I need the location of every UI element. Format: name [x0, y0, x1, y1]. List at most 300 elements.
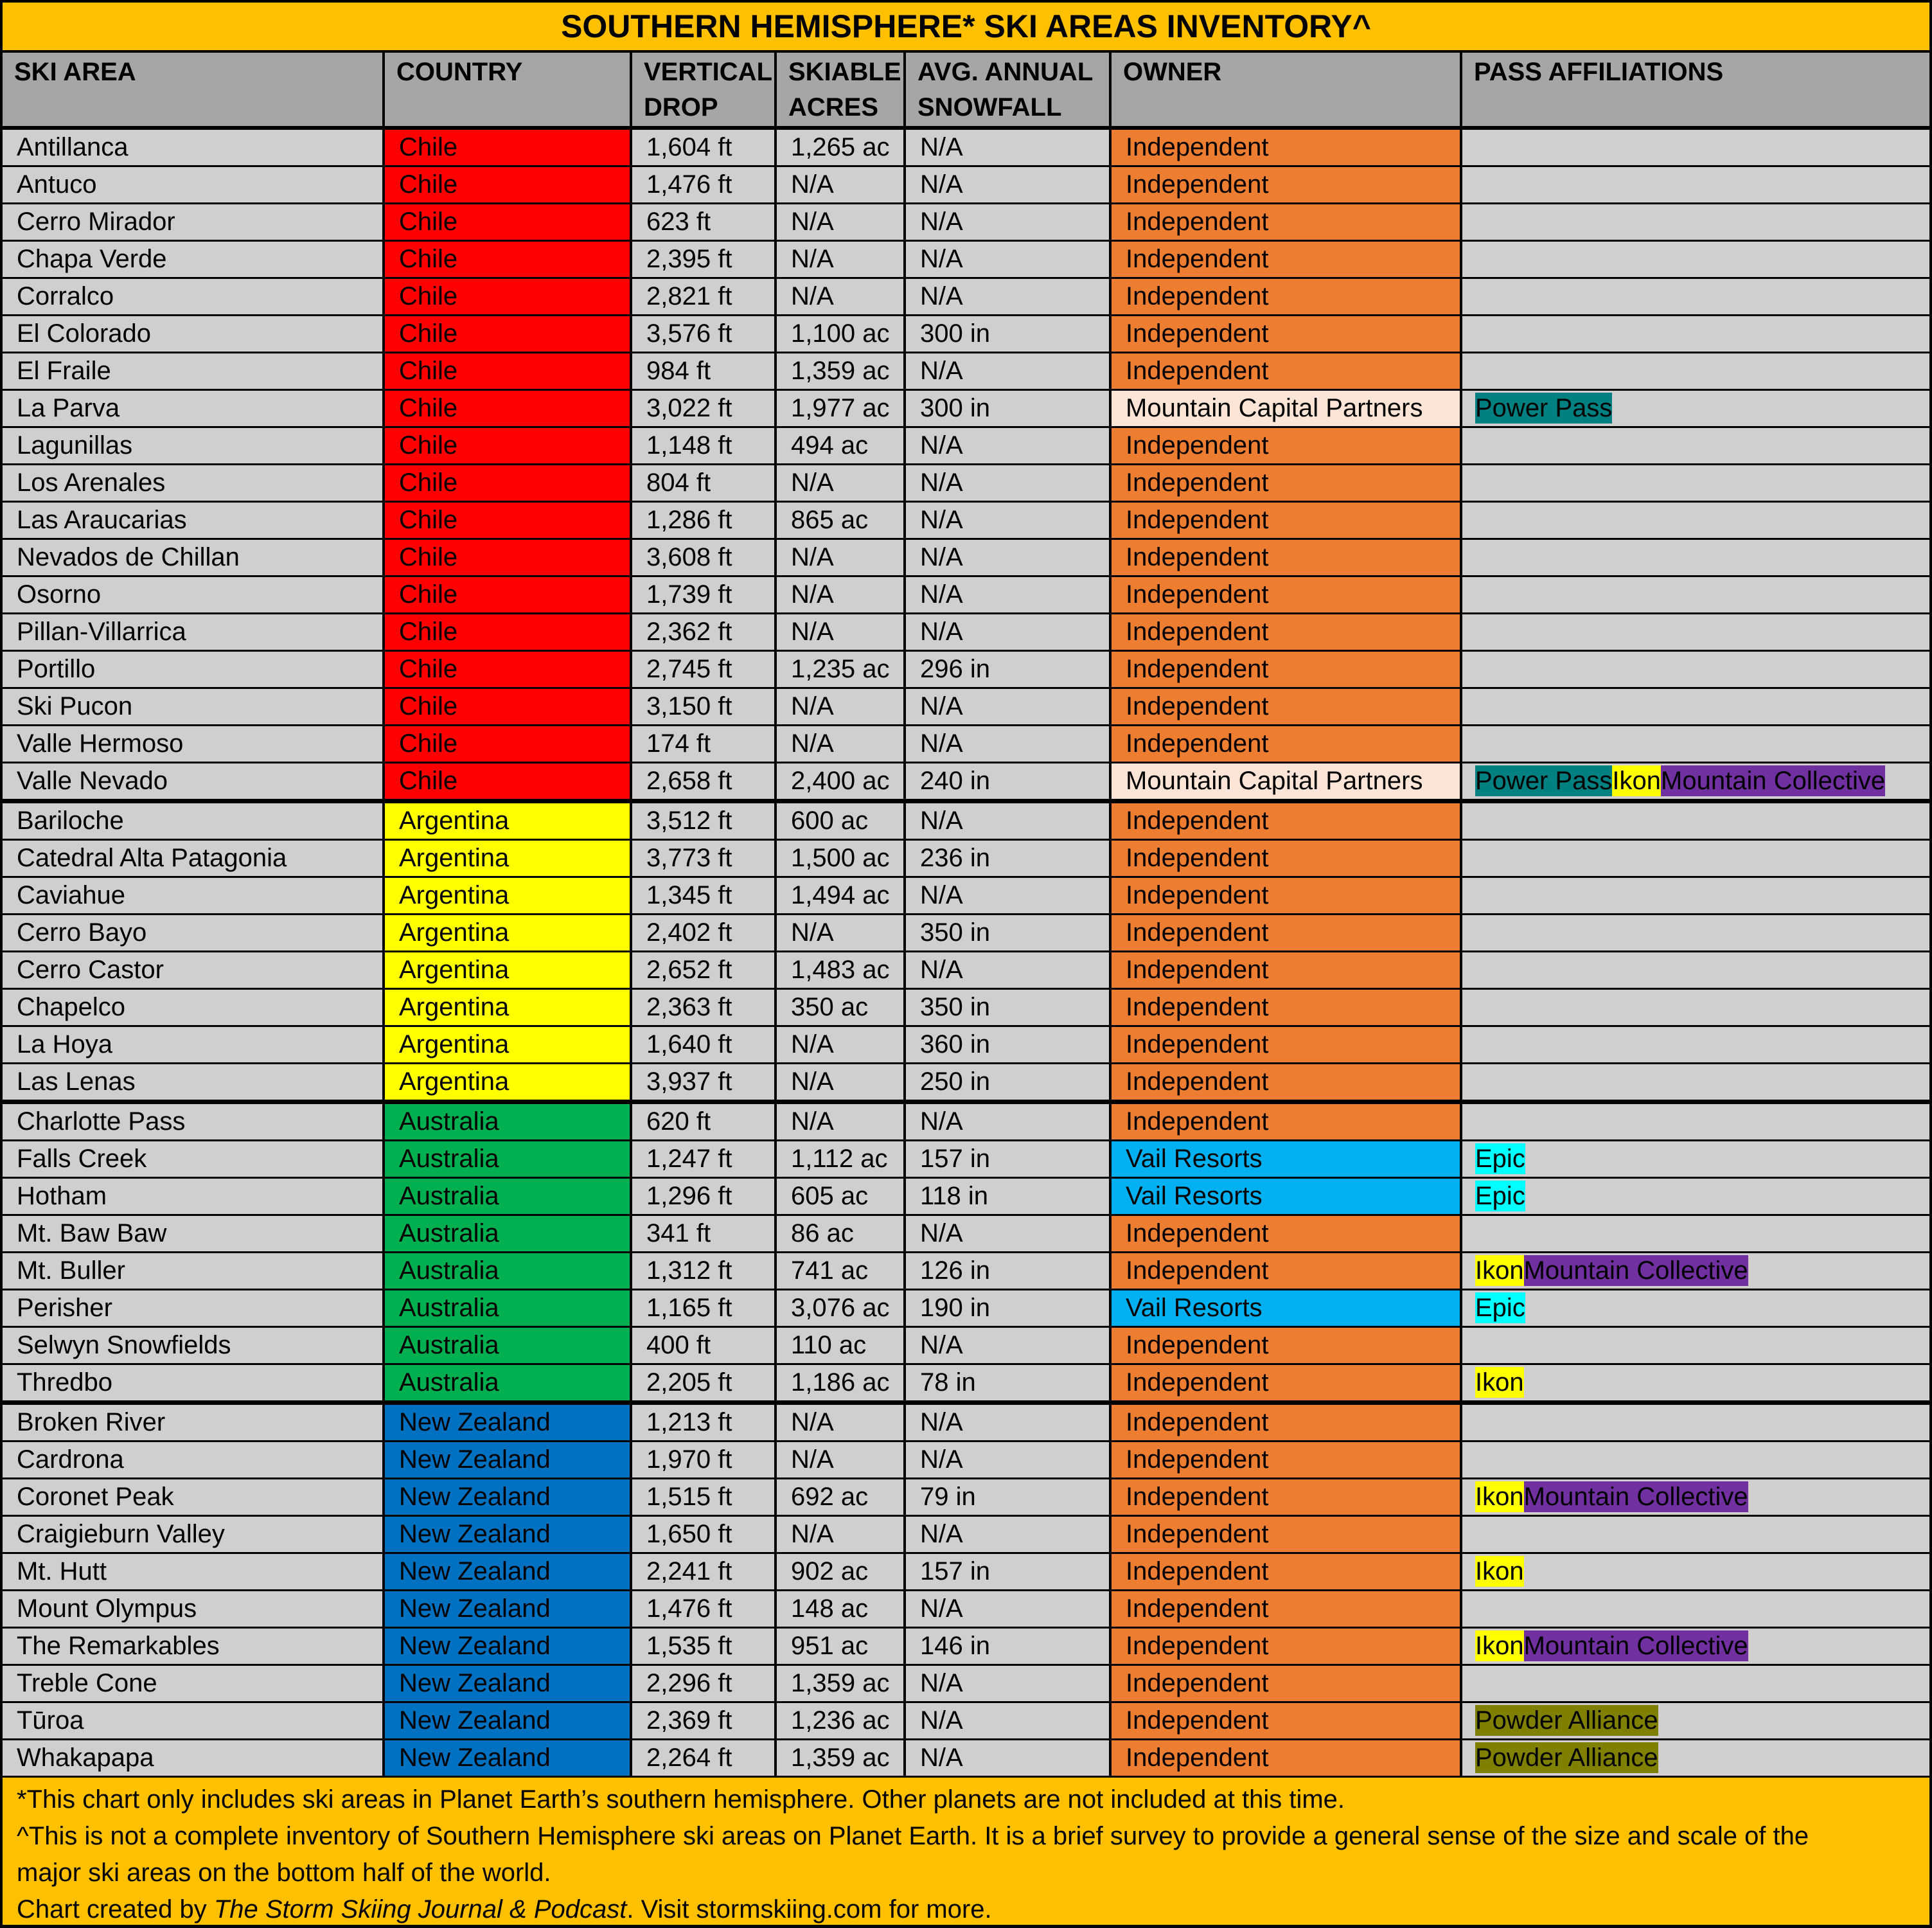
owner-cell: Mountain Capital Partners	[1112, 391, 1460, 426]
pass-badge: Ikon	[1475, 1483, 1524, 1511]
vertical-drop-cell: 1,148 ft	[632, 428, 774, 463]
skiable-acres-cell: N/A	[777, 540, 903, 575]
table-row	[0, 1405, 1932, 1440]
table-row	[0, 1328, 1932, 1363]
table-row	[0, 1666, 1932, 1701]
ski-area-cell: Perisher	[3, 1290, 382, 1326]
owner-cell: Independent	[1112, 1064, 1460, 1100]
pass-affiliations-cell	[1462, 1141, 1929, 1177]
snowfall-cell: 300 in	[906, 316, 1109, 352]
ski-area-cell: Valle Nevado	[3, 763, 382, 799]
skiable-acres-cell: 1,494 ac	[777, 878, 903, 913]
owner-cell: Independent	[1112, 652, 1460, 687]
country-cell: Chile	[385, 577, 630, 612]
skiable-acres-cell: N/A	[777, 279, 903, 314]
country-cell: Chile	[385, 167, 630, 202]
pass-affiliations-cell	[1462, 1064, 1929, 1100]
ski-area-cell: Tūroa	[3, 1703, 382, 1738]
country-cell: Chile	[385, 540, 630, 575]
skiable-acres-cell: N/A	[777, 1104, 903, 1139]
pass-affiliations-cell	[1462, 1740, 1929, 1776]
snowfall-cell: N/A	[906, 167, 1109, 202]
ski-area-cell: Falls Creek	[3, 1141, 382, 1177]
pass-affiliations-cell	[1462, 577, 1929, 612]
ski-area-cell: Ski Pucon	[3, 689, 382, 724]
country-cell: Argentina	[385, 990, 630, 1025]
snowfall-cell: 79 in	[906, 1479, 1109, 1515]
skiable-acres-cell: 494 ac	[777, 428, 903, 463]
pass-affiliations-cell	[1462, 1328, 1929, 1363]
owner-cell: Independent	[1112, 279, 1460, 314]
skiable-acres-cell: 951 ac	[777, 1629, 903, 1664]
country-cell: New Zealand	[385, 1666, 630, 1701]
table-row	[0, 316, 1932, 352]
column-header-ski-area: SKI AREA	[3, 53, 382, 126]
ski-area-cell: Selwyn Snowfields	[3, 1328, 382, 1363]
ski-area-cell: Las Araucarias	[3, 503, 382, 538]
snowfall-cell: N/A	[906, 726, 1109, 762]
snowfall-cell: 350 in	[906, 915, 1109, 951]
skiable-acres-cell: N/A	[777, 689, 903, 724]
pass-affiliations-cell	[1462, 1629, 1929, 1664]
country-cell: Argentina	[385, 878, 630, 913]
vertical-drop-cell: 2,821 ft	[632, 279, 774, 314]
snowfall-cell: N/A	[906, 689, 1109, 724]
skiable-acres-cell: 1,236 ac	[777, 1703, 903, 1738]
pass-badge: Powder Alliance	[1475, 1706, 1658, 1735]
owner-cell: Independent	[1112, 503, 1460, 538]
skiable-acres-cell: 3,076 ac	[777, 1290, 903, 1326]
owner-cell: Independent	[1112, 1740, 1460, 1776]
vertical-drop-cell: 341 ft	[632, 1216, 774, 1251]
ski-area-cell: Mt. Baw Baw	[3, 1216, 382, 1251]
skiable-acres-cell: N/A	[777, 1442, 903, 1477]
country-cell: Australia	[385, 1141, 630, 1177]
snowfall-cell: N/A	[906, 428, 1109, 463]
snowfall-cell: 157 in	[906, 1554, 1109, 1589]
country-cell: Argentina	[385, 1027, 630, 1062]
owner-cell: Independent	[1112, 1591, 1460, 1627]
pass-affiliations-cell	[1462, 1554, 1929, 1589]
country-cell: Chile	[385, 130, 630, 165]
pass-affiliations-cell	[1462, 167, 1929, 202]
snowfall-cell: N/A	[906, 1517, 1109, 1552]
table-row	[0, 952, 1932, 988]
skiable-acres-cell: 902 ac	[777, 1554, 903, 1589]
pass-affiliations-cell	[1462, 1290, 1929, 1326]
owner-cell: Vail Resorts	[1112, 1290, 1460, 1326]
table-row	[0, 1554, 1932, 1589]
pass-affiliations-cell	[1462, 841, 1929, 876]
skiable-acres-cell: 1,500 ac	[777, 841, 903, 876]
vertical-drop-cell: 2,658 ft	[632, 763, 774, 799]
table-row	[0, 465, 1932, 501]
ski-area-cell: Lagunillas	[3, 428, 382, 463]
vertical-drop-cell: 2,264 ft	[632, 1740, 774, 1776]
header-row	[0, 53, 1932, 126]
skiable-acres-cell: 148 ac	[777, 1591, 903, 1627]
skiable-acres-cell: 1,977 ac	[777, 391, 903, 426]
country-cell: Chile	[385, 689, 630, 724]
ski-area-cell: Mt. Buller	[3, 1253, 382, 1289]
vertical-drop-cell: 400 ft	[632, 1328, 774, 1363]
owner-cell: Independent	[1112, 1365, 1460, 1400]
skiable-acres-cell: 110 ac	[777, 1328, 903, 1363]
country-cell: New Zealand	[385, 1740, 630, 1776]
table-row	[0, 1064, 1932, 1100]
vertical-drop-cell: 1,739 ft	[632, 577, 774, 612]
table-row	[0, 1479, 1932, 1515]
skiable-acres-cell: 350 ac	[777, 990, 903, 1025]
country-cell: Argentina	[385, 841, 630, 876]
skiable-acres-cell: 1,359 ac	[777, 353, 903, 389]
snowfall-cell: 126 in	[906, 1253, 1109, 1289]
table-row	[0, 130, 1932, 165]
skiable-acres-cell: N/A	[777, 204, 903, 240]
owner-cell: Independent	[1112, 204, 1460, 240]
country-cell: Chile	[385, 279, 630, 314]
table-row	[0, 204, 1932, 240]
table-row	[0, 1179, 1932, 1214]
snowfall-cell: N/A	[906, 803, 1109, 839]
owner-cell: Independent	[1112, 465, 1460, 501]
vertical-drop-cell: 1,604 ft	[632, 130, 774, 165]
pass-affiliations-cell	[1462, 465, 1929, 501]
pass-affiliations-cell	[1462, 1365, 1929, 1400]
country-cell: Chile	[385, 726, 630, 762]
snowfall-cell: N/A	[906, 465, 1109, 501]
table-row	[0, 503, 1932, 538]
country-cell: Australia	[385, 1179, 630, 1214]
skiable-acres-cell: N/A	[777, 1064, 903, 1100]
pass-affiliations-cell	[1462, 1405, 1929, 1440]
vertical-drop-cell: 2,395 ft	[632, 242, 774, 277]
country-cell: New Zealand	[385, 1703, 630, 1738]
column-header-vertical-drop: VERTICAL DROP	[632, 53, 774, 126]
table-row	[0, 803, 1932, 839]
owner-cell: Independent	[1112, 167, 1460, 202]
footnote-star: *This chart only includes ski areas in Planet Earth’s southern hemisphere. Other planets are not included at this time.	[17, 1785, 1345, 1814]
vertical-drop-cell: 1,640 ft	[632, 1027, 774, 1062]
pass-badge: Ikon	[1612, 767, 1662, 795]
vertical-drop-cell: 174 ft	[632, 726, 774, 762]
snowfall-cell: 190 in	[906, 1290, 1109, 1326]
ski-area-cell: Corralco	[3, 279, 382, 314]
pass-affiliations-cell	[1462, 803, 1929, 839]
pass-affiliations-cell	[1462, 353, 1929, 389]
table-row	[0, 1517, 1932, 1552]
vertical-drop-cell: 2,652 ft	[632, 952, 774, 988]
owner-cell: Independent	[1112, 540, 1460, 575]
pass-affiliations-cell	[1462, 540, 1929, 575]
vertical-drop-cell: 620 ft	[632, 1104, 774, 1139]
snowfall-cell: N/A	[906, 353, 1109, 389]
pass-affiliations-cell	[1462, 1442, 1929, 1477]
table-row	[0, 841, 1932, 876]
snowfall-cell: N/A	[906, 279, 1109, 314]
ski-area-cell: Antillanca	[3, 130, 382, 165]
owner-cell: Independent	[1112, 915, 1460, 951]
country-cell: Chile	[385, 763, 630, 799]
skiable-acres-cell: 1,265 ac	[777, 130, 903, 165]
owner-cell: Independent	[1112, 1629, 1460, 1664]
vertical-drop-cell: 2,205 ft	[632, 1365, 774, 1400]
table-row	[0, 577, 1932, 612]
country-cell: Chile	[385, 204, 630, 240]
owner-cell: Independent	[1112, 726, 1460, 762]
pass-badge: Ikon	[1475, 1256, 1524, 1285]
column-header-country: COUNTRY	[385, 53, 630, 126]
pass-badge: Ikon	[1475, 1632, 1524, 1660]
footnote-caret-line2: major ski areas on the bottom half of the world.	[17, 1859, 551, 1887]
snowfall-cell: 78 in	[906, 1365, 1109, 1400]
country-cell: Chile	[385, 316, 630, 352]
skiable-acres-cell: 1,186 ac	[777, 1365, 903, 1400]
ski-area-cell: Pillan-Villarrica	[3, 614, 382, 650]
pass-affiliations-cell	[1462, 130, 1929, 165]
snowfall-cell: 296 in	[906, 652, 1109, 687]
pass-affiliations-cell	[1462, 763, 1929, 799]
table-row	[0, 652, 1932, 687]
pass-affiliations-cell	[1462, 1591, 1929, 1627]
table-row	[0, 1141, 1932, 1177]
column-header-pass-affiliations: PASS AFFILIATIONS	[1462, 53, 1929, 126]
country-cell: Chile	[385, 614, 630, 650]
country-cell: Australia	[385, 1290, 630, 1326]
vertical-drop-cell: 1,970 ft	[632, 1442, 774, 1477]
ski-area-cell: Hotham	[3, 1179, 382, 1214]
skiable-acres-cell: 1,359 ac	[777, 1740, 903, 1776]
snowfall-cell: 240 in	[906, 763, 1109, 799]
table-row	[0, 279, 1932, 314]
country-cell: Chile	[385, 465, 630, 501]
skiable-acres-cell: N/A	[777, 465, 903, 501]
skiable-acres-cell: 692 ac	[777, 1479, 903, 1515]
pass-affiliations-cell	[1462, 990, 1929, 1025]
country-cell: New Zealand	[385, 1405, 630, 1440]
snowfall-cell: N/A	[906, 204, 1109, 240]
ski-area-cell: El Fraile	[3, 353, 382, 389]
snowfall-cell: 250 in	[906, 1064, 1109, 1100]
table-row	[0, 540, 1932, 575]
snowfall-cell: N/A	[906, 1666, 1109, 1701]
pass-badge: Mountain Collective	[1523, 1632, 1748, 1660]
ski-area-cell: Chapelco	[3, 990, 382, 1025]
ski-area-cell: Cerro Castor	[3, 952, 382, 988]
footnote-caret-line1: ^This is not a complete inventory of Southern Hemisphere ski areas on Planet Earth. It is a brief survey to provide a general sense of the size and scale of the	[17, 1822, 1809, 1850]
country-cell: Australia	[385, 1253, 630, 1289]
ski-area-cell: Cardrona	[3, 1442, 382, 1477]
pass-affiliations-cell	[1462, 1253, 1929, 1289]
pass-badge: Powder Alliance	[1475, 1744, 1658, 1772]
country-cell: New Zealand	[385, 1442, 630, 1477]
table-row	[0, 614, 1932, 650]
title-text: SOUTHERN HEMISPHERE* SKI AREAS INVENTORY^	[561, 8, 1371, 44]
ski-area-cell: Los Arenales	[3, 465, 382, 501]
pass-affiliations-cell	[1462, 1179, 1929, 1214]
snowfall-cell: N/A	[906, 1591, 1109, 1627]
owner-cell: Independent	[1112, 242, 1460, 277]
ski-area-cell: Broken River	[3, 1405, 382, 1440]
ski-area-cell: Charlotte Pass	[3, 1104, 382, 1139]
ski-area-cell: Nevados de Chillan	[3, 540, 382, 575]
table-row	[0, 878, 1932, 913]
snowfall-cell: N/A	[906, 1740, 1109, 1776]
ski-area-cell: Catedral Alta Patagonia	[3, 841, 382, 876]
pass-affiliations-cell	[1462, 1479, 1929, 1515]
owner-cell: Independent	[1112, 428, 1460, 463]
owner-cell: Independent	[1112, 1027, 1460, 1062]
snowfall-cell: N/A	[906, 540, 1109, 575]
table-row	[0, 1591, 1932, 1627]
pass-badge: Mountain Collective	[1523, 1256, 1748, 1285]
ski-area-cell: Caviahue	[3, 878, 382, 913]
skiable-acres-cell: N/A	[777, 1405, 903, 1440]
vertical-drop-cell: 3,773 ft	[632, 841, 774, 876]
skiable-acres-cell: N/A	[777, 726, 903, 762]
snowfall-cell: N/A	[906, 1703, 1109, 1738]
owner-cell: Vail Resorts	[1112, 1179, 1460, 1214]
vertical-drop-cell: 3,022 ft	[632, 391, 774, 426]
pass-affiliations-cell	[1462, 915, 1929, 951]
vertical-drop-cell: 623 ft	[632, 204, 774, 240]
vertical-drop-cell: 3,150 ft	[632, 689, 774, 724]
ski-area-cell: Coronet Peak	[3, 1479, 382, 1515]
vertical-drop-cell: 1,165 ft	[632, 1290, 774, 1326]
pass-badge: Ikon	[1475, 1368, 1524, 1397]
sheet-title	[3, 3, 1929, 50]
ski-area-cell: Craigieburn Valley	[3, 1517, 382, 1552]
snowfall-cell: 300 in	[906, 391, 1109, 426]
snowfall-cell: N/A	[906, 242, 1109, 277]
snowfall-cell: N/A	[906, 130, 1109, 165]
skiable-acres-cell: 1,112 ac	[777, 1141, 903, 1177]
owner-cell: Independent	[1112, 1554, 1460, 1589]
skiable-acres-cell: 741 ac	[777, 1253, 903, 1289]
table-row	[0, 689, 1932, 724]
table-row	[0, 391, 1932, 426]
owner-cell: Independent	[1112, 1703, 1460, 1738]
country-cell: Australia	[385, 1328, 630, 1363]
owner-cell: Independent	[1112, 803, 1460, 839]
owner-cell: Independent	[1112, 1479, 1460, 1515]
country-cell: Argentina	[385, 915, 630, 951]
vertical-drop-cell: 984 ft	[632, 353, 774, 389]
country-cell: Chile	[385, 428, 630, 463]
country-cell: Argentina	[385, 952, 630, 988]
skiable-acres-cell: 865 ac	[777, 503, 903, 538]
pass-affiliations-cell	[1462, 503, 1929, 538]
pass-affiliations-cell	[1462, 204, 1929, 240]
pass-badge: Power Pass	[1475, 767, 1613, 795]
vertical-drop-cell: 3,512 ft	[632, 803, 774, 839]
table-row	[0, 1253, 1932, 1289]
ski-area-cell: The Remarkables	[3, 1629, 382, 1664]
owner-cell: Independent	[1112, 952, 1460, 988]
column-header-owner: OWNER	[1112, 53, 1460, 126]
pass-badge: Epic	[1475, 1294, 1525, 1322]
snowfall-cell: N/A	[906, 1216, 1109, 1251]
snowfall-cell: N/A	[906, 577, 1109, 612]
skiable-acres-cell: N/A	[777, 915, 903, 951]
owner-cell: Independent	[1112, 878, 1460, 913]
pass-affiliations-cell	[1462, 1216, 1929, 1251]
vertical-drop-cell: 1,535 ft	[632, 1629, 774, 1664]
country-cell: Chile	[385, 652, 630, 687]
pass-affiliations-cell	[1462, 279, 1929, 314]
country-cell: Australia	[385, 1216, 630, 1251]
pass-affiliations-cell	[1462, 1104, 1929, 1139]
vertical-drop-cell: 3,937 ft	[632, 1064, 774, 1100]
ski-area-cell: Antuco	[3, 167, 382, 202]
ski-area-cell: El Colorado	[3, 316, 382, 352]
table-row	[0, 242, 1932, 277]
country-cell: New Zealand	[385, 1591, 630, 1627]
pass-affiliations-cell	[1462, 1703, 1929, 1738]
pass-affiliations-cell	[1462, 391, 1929, 426]
table-row	[0, 990, 1932, 1025]
ski-area-cell: La Parva	[3, 391, 382, 426]
table-row	[0, 763, 1932, 799]
ski-area-cell: Mount Olympus	[3, 1591, 382, 1627]
pass-affiliations-cell	[1462, 1517, 1929, 1552]
country-cell: Chile	[385, 242, 630, 277]
ski-area-cell: Cerro Mirador	[3, 204, 382, 240]
country-cell: Chile	[385, 503, 630, 538]
ski-area-cell: Thredbo	[3, 1365, 382, 1400]
column-header-snowfall: AVG. ANNUAL SNOWFALL	[906, 53, 1109, 126]
owner-cell: Independent	[1112, 1442, 1460, 1477]
pass-affiliations-cell	[1462, 428, 1929, 463]
country-cell: Chile	[385, 353, 630, 389]
snowfall-cell: N/A	[906, 1104, 1109, 1139]
vertical-drop-cell: 2,296 ft	[632, 1666, 774, 1701]
table-row	[0, 167, 1932, 202]
skiable-acres-cell: 1,359 ac	[777, 1666, 903, 1701]
owner-cell: Independent	[1112, 1405, 1460, 1440]
snowfall-cell: N/A	[906, 1442, 1109, 1477]
ski-area-cell: Las Lenas	[3, 1064, 382, 1100]
country-cell: Australia	[385, 1365, 630, 1400]
owner-cell: Independent	[1112, 353, 1460, 389]
snowfall-cell: N/A	[906, 1328, 1109, 1363]
ski-area-cell: Valle Hermoso	[3, 726, 382, 762]
owner-cell: Vail Resorts	[1112, 1141, 1460, 1177]
vertical-drop-cell: 1,345 ft	[632, 878, 774, 913]
country-cell: Australia	[385, 1104, 630, 1139]
vertical-drop-cell: 2,745 ft	[632, 652, 774, 687]
table-row	[0, 1216, 1932, 1251]
ski-area-cell: Osorno	[3, 577, 382, 612]
pass-affiliations-cell	[1462, 689, 1929, 724]
vertical-drop-cell: 3,576 ft	[632, 316, 774, 352]
pass-affiliations-cell	[1462, 1666, 1929, 1701]
skiable-acres-cell: N/A	[777, 614, 903, 650]
pass-affiliations-cell	[1462, 316, 1929, 352]
vertical-drop-cell: 804 ft	[632, 465, 774, 501]
pass-badge: Mountain Collective	[1661, 767, 1886, 795]
vertical-drop-cell: 1,650 ft	[632, 1517, 774, 1552]
skiable-acres-cell: N/A	[777, 167, 903, 202]
country-cell: New Zealand	[385, 1554, 630, 1589]
pass-affiliations-cell	[1462, 878, 1929, 913]
table-row	[0, 1104, 1932, 1139]
ski-area-cell: Mt. Hutt	[3, 1554, 382, 1589]
table-row	[0, 1629, 1932, 1664]
owner-cell: Independent	[1112, 1253, 1460, 1289]
ski-area-cell: Chapa Verde	[3, 242, 382, 277]
pass-affiliations-cell	[1462, 242, 1929, 277]
